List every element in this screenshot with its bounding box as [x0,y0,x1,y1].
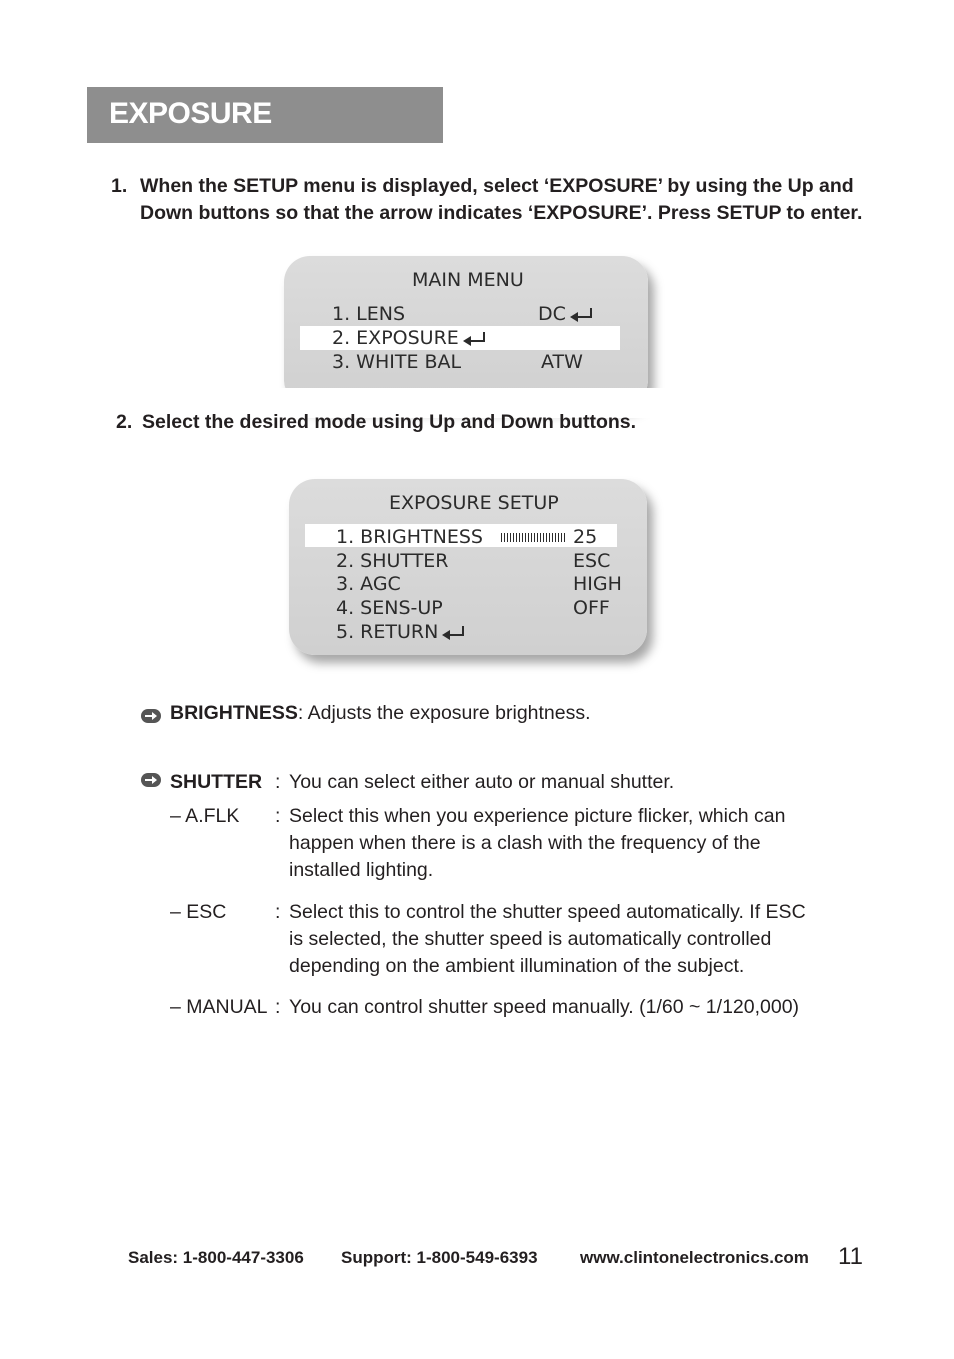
page-number: 11 [838,1243,863,1270]
footer-sales: Sales: 1-800-447-3306 [128,1248,304,1267]
osd-title: MAIN MENU [412,269,524,291]
step-2 [116,409,816,437]
enter-icon [570,308,594,322]
brightness-desc: : Adjusts the exposure brightness. [297,702,591,724]
menu-value-sens-up: OFF [573,597,610,619]
main-menu-screen [284,256,648,406]
footer-website[interactable]: www.clintonelectronics.com [580,1248,809,1267]
menu-value-lens: DC [538,303,594,325]
step-1 [111,173,891,229]
footer-support: Support: 1-800-549-6393 [341,1248,538,1267]
menu-value-agc: HIGH [573,573,622,595]
step-text: Select the desired mode using Up and Down buttons. [142,411,637,433]
osd-title: EXPOSURE SETUP [389,492,559,514]
menu-item-exposure: 2. EXPOSURE [332,327,487,349]
step-text-line-1: When the SETUP menu is displayed, select ‘EXPOSURE’ by using the Up and [140,175,854,197]
bullet-arrow-icon [141,709,161,723]
enter-icon [442,626,466,640]
option-colon: : [275,901,281,923]
term-brightness: BRIGHTNESS [170,702,298,724]
brightness-level-meter [501,533,567,542]
menu-item-white-bal: 3. WHITE BAL [332,351,462,373]
menu-item-shutter: 2. SHUTTER [336,550,449,572]
option-colon: : [275,805,281,827]
option-desc-manual: You can control shutter speed manually. (1/60 ~ 1/120,000) [289,996,800,1018]
brightness-description [170,700,591,727]
step-text-line-2: Down buttons so that the arrow indicates ‘EXPOSURE’. Press SETUP to enter. [140,202,863,224]
step-number: 2. [116,411,133,433]
option-label-esc: – ESC [170,901,227,923]
section-header [87,87,443,143]
enter-icon [463,332,487,346]
page-title: EXPOSURE [109,97,272,130]
menu-value-brightness: 25 [573,526,598,548]
option-label-aflk: – A.FLK [170,805,240,827]
menu-value-shutter: ESC [573,550,611,572]
shutter-desc: You can select either auto or manual shutter. [289,771,675,793]
menu-item-agc: 3. AGC [336,573,401,595]
exposure-setup-screen [289,479,647,655]
menu-item-brightness: 1. BRIGHTNESS [336,526,483,548]
option-desc-esc: Select this to control the shutter speed automatically. If ESC is selected, the shutter speed is automatically controlled depending on the ambient illumination of the subject. [289,901,806,977]
step-number: 1. [111,175,128,197]
option-label-manual: – MANUAL [170,996,268,1018]
menu-item-return: 5. RETURN [336,621,466,643]
bullet-arrow-icon [141,773,161,787]
shutter-colon: : [275,771,281,793]
menu-value-white-bal: ATW [541,351,583,373]
option-desc-aflk: Select this when you experience picture flicker, which can happen when there is a clash with the frequency of the installed lighting. [289,805,786,881]
menu-item-sens-up: 4. SENS-UP [336,597,443,619]
term-shutter: SHUTTER [170,771,263,793]
menu-item-lens: 1. LENS [332,303,406,325]
option-colon: : [275,996,281,1018]
